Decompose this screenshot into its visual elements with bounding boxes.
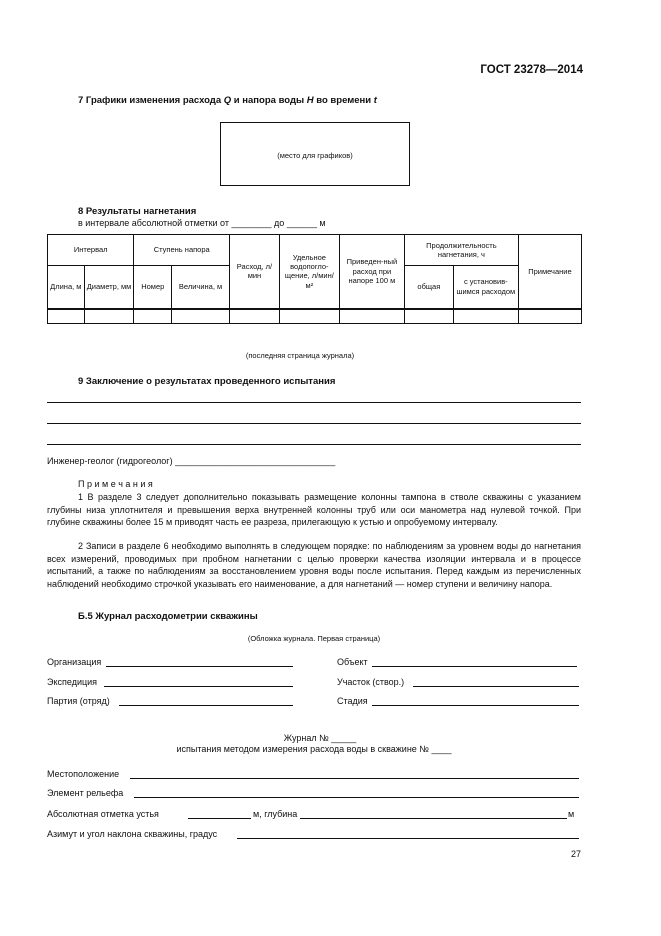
graph-placeholder-box bbox=[220, 122, 410, 186]
s7-mid2: во времени bbox=[313, 95, 374, 106]
note-2: 2 Записи в разделе 6 необходимо выполнять в следующем порядке: по наблюдениям за уровнем воды до нагнетания всех измерений, проводимых при пробном нагнетании с целью проверки качества изоляции интервала и в процессе испытаний, а также по наблюдениям за восстановлением уровня воды после испытания. Перед каждым из перечисленных наблюдений необходимо строчкой указывать его наименование, а для нагнетаний — номер ступени и величину напора. bbox=[47, 541, 581, 589]
object-label: Объект bbox=[337, 657, 368, 667]
party-field[interactable] bbox=[119, 705, 293, 706]
standard-number: ГОСТ 23278—2014 bbox=[480, 64, 583, 76]
cover-label: (Обложка журнала. Первая страница) bbox=[247, 634, 381, 643]
depth-label: м, глубина bbox=[253, 809, 298, 819]
relief-label: Элемент рельефа bbox=[47, 788, 124, 798]
org-label: Организация bbox=[47, 657, 102, 667]
section-9-title: 9 Заключение о результатах проведенного испытания bbox=[78, 376, 336, 387]
page-number: 27 bbox=[571, 849, 582, 859]
journal-number: Журнал № _____ bbox=[283, 733, 357, 743]
journal-subtitle: испытания методом измерения расхода воды в скважине № ____ bbox=[176, 744, 452, 754]
s7-t: t bbox=[373, 95, 377, 106]
col-diameter: Диаметр, мм bbox=[84, 266, 134, 309]
section-7-title bbox=[78, 95, 377, 106]
s7-prefix: 7 Графики изменения расхода bbox=[78, 95, 224, 106]
col-steady: с установив-шимся расходом bbox=[453, 266, 518, 309]
location-label: Местоположение bbox=[47, 769, 120, 779]
depth-field[interactable] bbox=[300, 818, 567, 819]
section-8-subtitle: в интервале абсолютной отметки от ________ до ______ м bbox=[78, 218, 326, 228]
last-page-label: (последняя страница журнала) bbox=[245, 351, 355, 360]
col-flow: Расход, л/мин bbox=[230, 235, 280, 309]
azimuth-field[interactable] bbox=[237, 838, 579, 839]
section-8-title: 8 Результаты нагнетания bbox=[78, 206, 197, 217]
conclusion-line-1[interactable] bbox=[47, 402, 581, 403]
b5-title: Б.5 Журнал расходометрии скважины bbox=[78, 611, 258, 622]
engineer-signature: Инженер-геолог (гидрогеолог) ________________________________ bbox=[47, 456, 336, 466]
expedition-field[interactable] bbox=[104, 686, 293, 687]
s7-h: H bbox=[306, 95, 314, 106]
note-1: 1 В разделе 3 следует дополнительно показывать размещение колонны тампона в стволе скважины с указанием глубины низа уплотнителя и превышения верха внутренней колонны труб или оси манометра над нулевой точкой. При глубине скважины более 15 м приводят часть ее разреза, прилегающую к устью и опробуемому интервалу. bbox=[47, 492, 581, 527]
party-label: Партия (отряд) bbox=[47, 696, 110, 706]
relief-field[interactable] bbox=[134, 797, 579, 798]
col-value: Величина, м bbox=[172, 266, 230, 309]
injection-results-table bbox=[47, 234, 582, 324]
col-number: Номер bbox=[134, 266, 172, 309]
col-interval: Интервал bbox=[48, 235, 134, 266]
expedition-label: Экспедиция bbox=[47, 677, 98, 687]
abs-mark-label: Абсолютная отметка устья bbox=[47, 809, 159, 819]
table-row bbox=[48, 309, 582, 324]
col-specific: Удельное водопогло-щение, л/мин/м² bbox=[279, 235, 339, 309]
graph-placeholder-label: (место для графиков) bbox=[277, 151, 353, 160]
stage-label: Стадия bbox=[337, 696, 368, 706]
s7-mid: и напора воды bbox=[231, 95, 307, 106]
org-field[interactable] bbox=[106, 666, 293, 667]
site-field[interactable] bbox=[413, 686, 579, 687]
abs-mark-field[interactable] bbox=[188, 818, 251, 819]
col-duration: Продолжительность нагнетания, ч bbox=[404, 235, 518, 266]
conclusion-line-3[interactable] bbox=[47, 444, 581, 445]
depth-unit: м bbox=[568, 809, 575, 819]
col-total: общая bbox=[404, 266, 453, 309]
site-label: Участок (створ.) bbox=[337, 677, 405, 687]
stage-field[interactable] bbox=[372, 705, 579, 706]
col-note: Примечание bbox=[518, 235, 581, 309]
conclusion-line-2[interactable] bbox=[47, 423, 581, 424]
azimuth-label: Азимут и угол наклона скважины, градус bbox=[47, 829, 218, 839]
s7-q: Q bbox=[223, 95, 232, 106]
col-stage: Ступень напора bbox=[134, 235, 230, 266]
col-reduced: Приведен-ный расход при напоре 100 м bbox=[339, 235, 404, 309]
col-length: Длина, м bbox=[48, 266, 85, 309]
object-field[interactable] bbox=[372, 666, 577, 667]
location-field[interactable] bbox=[130, 778, 579, 779]
notes-heading: П р и м е ч а н и я bbox=[78, 479, 153, 489]
